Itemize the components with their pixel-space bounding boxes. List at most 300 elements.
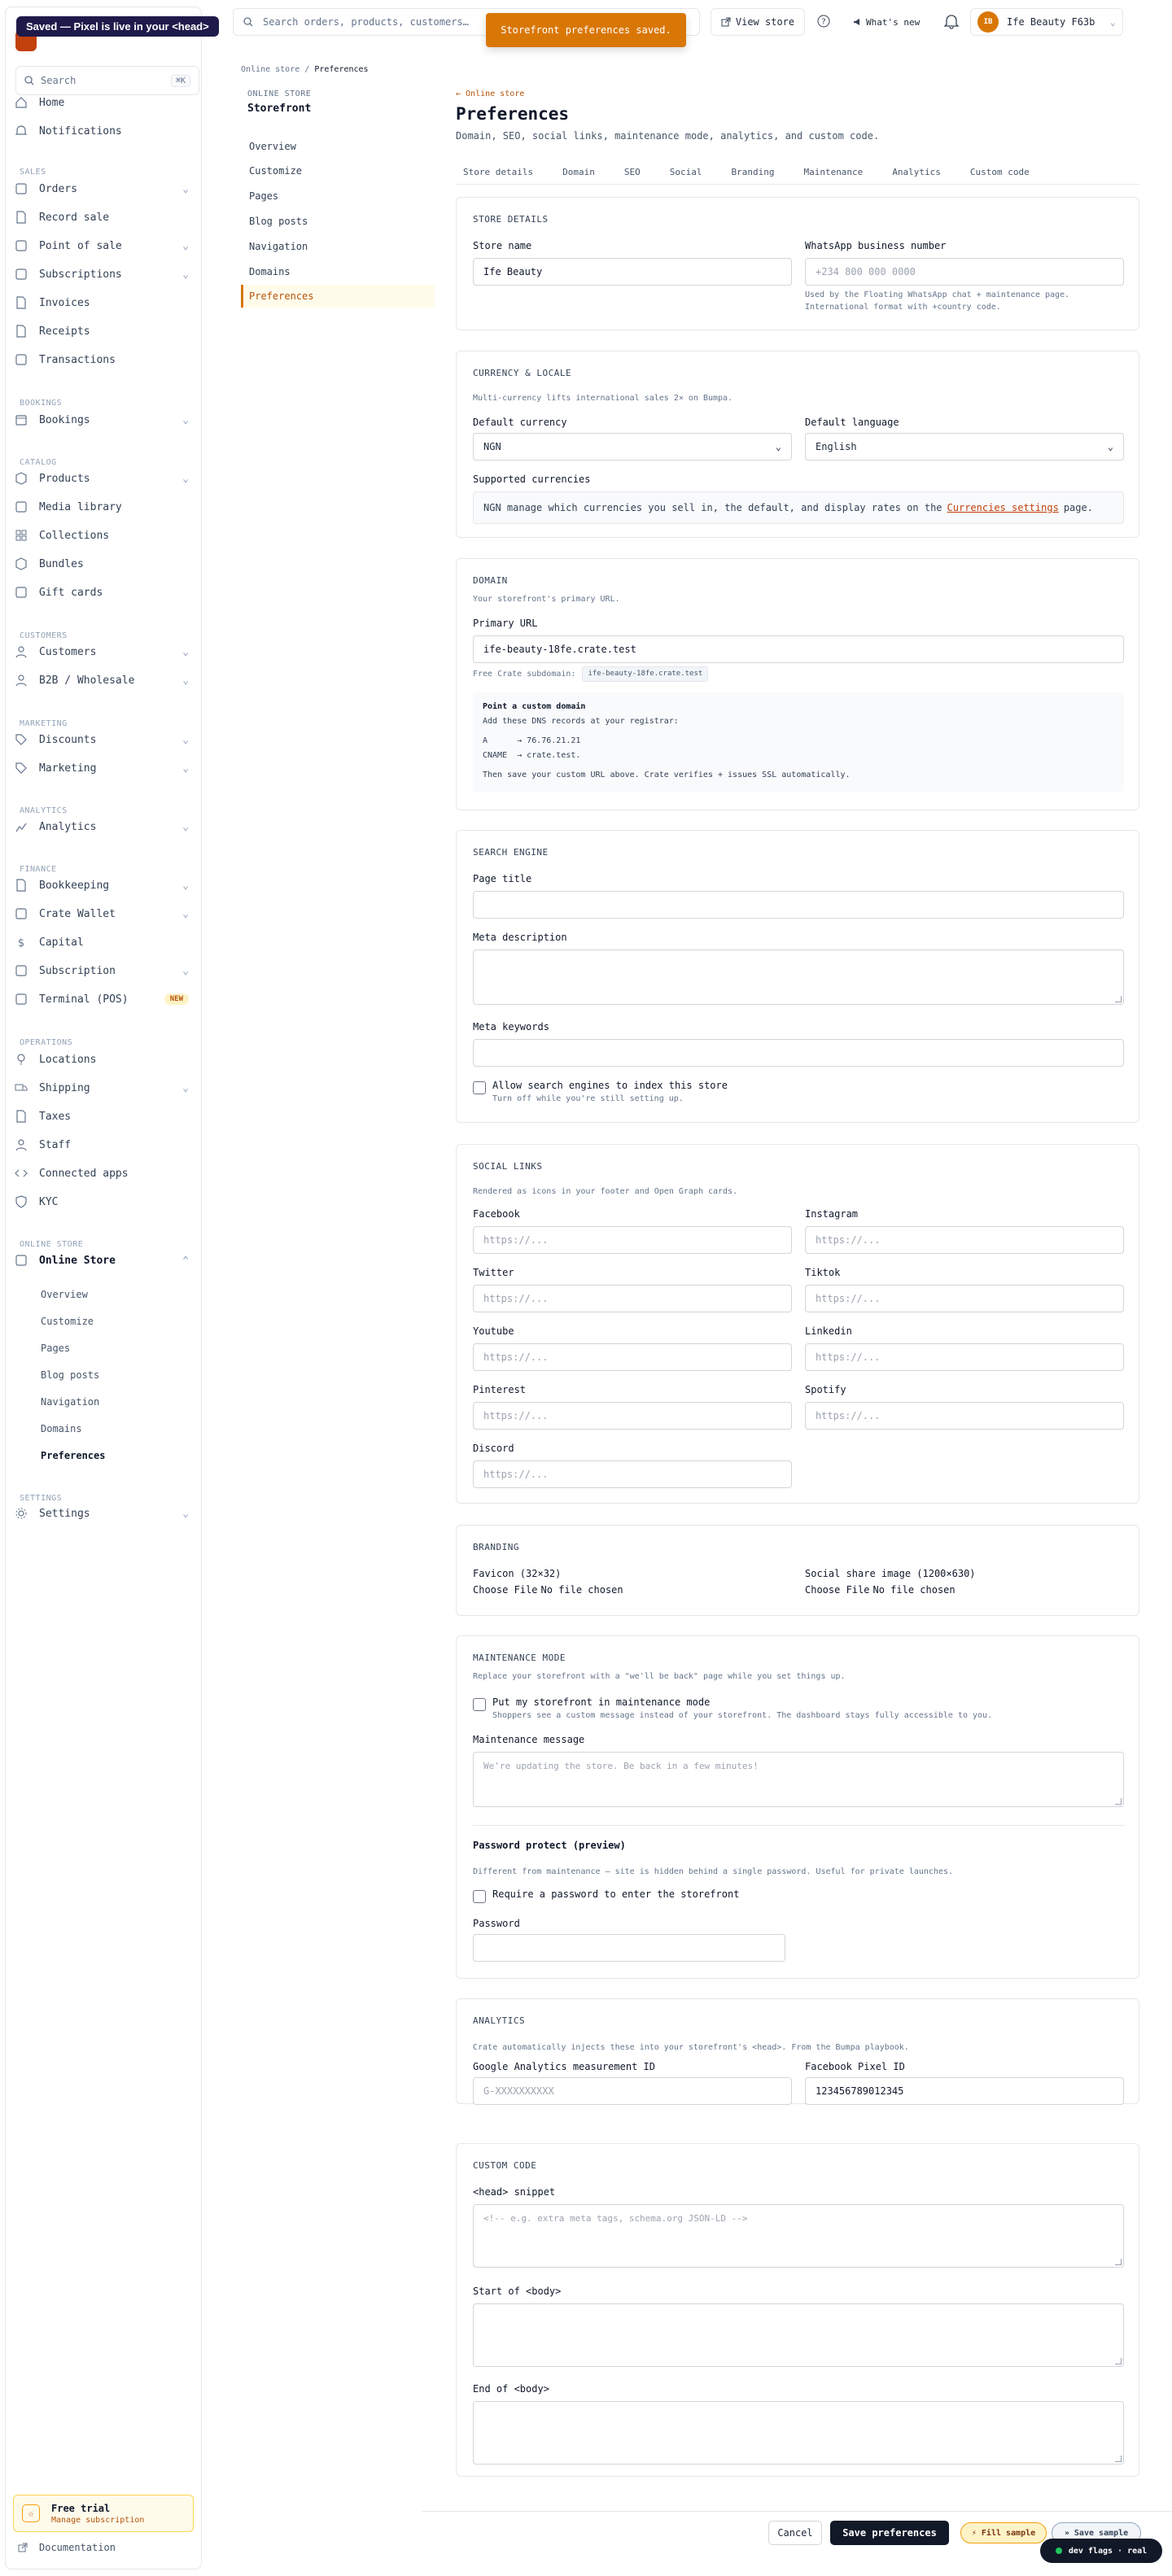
chevron-down-icon: ⌄	[182, 879, 189, 892]
sidebar-item-label: Bookings	[39, 413, 90, 426]
bell-icon[interactable]	[944, 13, 959, 29]
primary-url-input[interactable]: ife-beauty-18fe.crate.test	[473, 635, 1124, 663]
chevron-down-icon: ⌄	[182, 964, 189, 977]
head-snippet-placeholder: <!-- e.g. extra meta tags, schema.org JSON-LD -->	[483, 2213, 748, 2224]
card-title: CURRENCY & LOCALE	[473, 368, 572, 378]
store-name-label: Store name	[473, 240, 532, 251]
search-engine-card	[456, 830, 1139, 1123]
maintenance-card	[456, 1635, 1139, 1979]
tabs-divider	[456, 184, 1139, 185]
document-icon	[15, 296, 28, 309]
sidebar-item-media-library[interactable]	[10, 496, 194, 518]
linkedin-input[interactable]: https://...	[805, 1343, 1124, 1371]
storefront-nav-label: ONLINE STORE	[247, 90, 312, 98]
page-description: Domain, SEO, social links, maintenance mode, analytics, and custom code.	[456, 130, 880, 142]
require-password-checkbox[interactable]	[473, 1890, 486, 1903]
trial-title: Free trial	[51, 2502, 111, 2514]
dns-cname-record: CNAME → crate.test.	[483, 751, 581, 760]
domain-card	[456, 558, 1139, 810]
dev-flags-label: dev flags · real	[1068, 2546, 1148, 2556]
page-title-input[interactable]	[473, 891, 1124, 919]
resize-handle[interactable]	[1115, 2456, 1122, 2462]
head-snippet-textarea[interactable]	[473, 2204, 1124, 2268]
sidebar-item-label: Online Store	[39, 1254, 116, 1267]
sidebar-item-b2b-wholesale[interactable]	[10, 669, 194, 692]
sidebar-section-label: ONLINE STORE	[20, 1240, 84, 1249]
chevron-down-icon: ⌄	[182, 645, 189, 658]
saved-toast: Storefront preferences saved.	[486, 13, 686, 47]
back-to-online-store-link[interactable]: ← Online store	[456, 90, 525, 98]
custom-domain-instructions	[473, 692, 1124, 792]
box-icon	[15, 268, 28, 281]
sidebar-item-crate-wallet[interactable]	[10, 902, 194, 925]
sidebar-item-label: Connected apps	[39, 1167, 129, 1180]
sidebar-subitem-navigation[interactable]: Navigation	[41, 1396, 100, 1408]
sidebar	[5, 7, 202, 2569]
sidebar-section-label: FINANCE	[20, 865, 57, 874]
primary-url-label: Primary URL	[473, 618, 538, 629]
allow-indexing-help: Turn off while you're still setting up.	[492, 1094, 684, 1103]
meta-keywords-input[interactable]	[473, 1039, 1124, 1067]
storefront-nav-overview[interactable]: Overview	[249, 141, 296, 152]
card-subtitle: Replace your storefront with a "we'll be back" page while you set things up.	[473, 1672, 846, 1681]
whats-new-label: What's new	[866, 16, 921, 28]
supported-currencies-label: Supported currencies	[473, 474, 591, 485]
user-icon	[15, 674, 28, 687]
chevron-down-icon: ⌄	[182, 674, 189, 687]
linkedin-label: Linkedin	[805, 1325, 852, 1337]
require-password-label: Require a password to enter the storefront	[492, 1888, 740, 1900]
chevron-down-icon: ⌄	[182, 733, 189, 746]
password-input[interactable]	[473, 1934, 785, 1962]
user-menu[interactable]	[970, 8, 1123, 36]
share-image-file-input[interactable]	[805, 1584, 956, 1596]
calendar-icon	[15, 413, 28, 426]
password-label: Password	[473, 1918, 520, 1929]
sidebar-item-staff[interactable]	[10, 1133, 194, 1156]
instagram-input[interactable]: https://...	[805, 1226, 1124, 1254]
user-icon	[15, 1138, 28, 1151]
box-icon	[15, 964, 28, 977]
sidebar-section-label: SALES	[20, 168, 46, 177]
page-title-label: Page title	[473, 873, 532, 884]
sidebar-item-label: Settings	[39, 1507, 90, 1520]
box-icon	[15, 353, 28, 366]
tab-maintenance[interactable]: Maintenance	[803, 167, 864, 177]
storefront-nav-customize[interactable]: Customize	[249, 165, 303, 177]
sidebar-item-products[interactable]	[10, 467, 194, 490]
sidebar-item-label: Notifications	[39, 124, 122, 138]
sidebar-search-placeholder: Search	[41, 75, 77, 86]
user-name: Ife Beauty F63b	[1007, 16, 1095, 28]
tiktok-label: Tiktok	[805, 1267, 841, 1278]
free-subdomain-label: Free Crate subdomain:	[473, 670, 576, 679]
instagram-label: Instagram	[805, 1208, 859, 1220]
sidebar-item-settings[interactable]	[10, 1502, 194, 1525]
sidebar-item-bundles[interactable]	[10, 552, 194, 575]
chevron-down-icon: ⌄	[182, 1507, 189, 1520]
search-icon	[243, 17, 253, 27]
tag-icon	[15, 762, 28, 775]
store-details-card	[456, 197, 1139, 330]
sidebar-item-locations[interactable]	[10, 1048, 194, 1071]
tab-domain[interactable]: Domain	[562, 167, 595, 177]
meta-description-textarea[interactable]	[473, 950, 1124, 1005]
sidebar-item-label: Gift cards	[39, 586, 103, 599]
sidebar-item-label: Shipping	[39, 1081, 90, 1094]
sidebar-item-gift-cards[interactable]	[10, 581, 194, 604]
custom-domain-subtitle: Add these DNS records at your registrar:	[483, 717, 679, 726]
dev-flags-pill[interactable]	[1040, 2539, 1162, 2563]
sidebar-item-label: Analytics	[39, 820, 97, 833]
sidebar-item-label: Orders	[39, 182, 77, 195]
sidebar-subitem-overview[interactable]: Overview	[41, 1289, 88, 1300]
twitter-label: Twitter	[473, 1267, 514, 1278]
box-icon	[15, 182, 28, 195]
help-icon[interactable]	[817, 15, 830, 28]
twitter-input[interactable]: https://...	[473, 1285, 792, 1312]
social-links-card	[456, 1144, 1139, 1504]
whatsapp-help-line-2: International format with +country code.	[805, 303, 1001, 312]
sidebar-item-kyc[interactable]	[10, 1190, 194, 1213]
sidebar-item-label: Terminal (POS)	[39, 993, 129, 1006]
breadcrumb-current: Preferences	[314, 65, 369, 74]
sidebar-item-bookkeeping[interactable]	[10, 874, 194, 897]
new-badge: NEW	[164, 993, 189, 1005]
sidebar-item-receipts[interactable]	[10, 320, 194, 343]
sidebar-item-label: KYC	[39, 1195, 59, 1208]
custom-domain-title: Point a custom domain	[483, 702, 586, 711]
maintenance-mode-label: Put my storefront in maintenance mode	[492, 1696, 711, 1708]
sidebar-item-label: Taxes	[39, 1110, 72, 1123]
discord-input[interactable]: https://...	[473, 1460, 792, 1488]
code-icon	[15, 1167, 28, 1180]
body-end-label: End of <body>	[473, 2383, 549, 2395]
free-subdomain	[473, 666, 708, 682]
maintenance-mode-checkbox[interactable]	[473, 1698, 486, 1711]
sidebar-item-label: Invoices	[39, 296, 90, 309]
sidebar-item-label: Bookkeeping	[39, 879, 110, 892]
storefront-nav-navigation[interactable]: Navigation	[249, 241, 308, 252]
sidebar-item-connected-apps[interactable]	[10, 1162, 194, 1185]
sidebar-item-label: Subscriptions	[39, 268, 122, 281]
sidebar-item-customers[interactable]	[10, 640, 194, 663]
default-currency-select[interactable]	[473, 433, 792, 461]
external-link-icon	[721, 17, 731, 27]
global-search-placeholder: Search orders, products, customers…	[263, 16, 469, 28]
chart-icon	[15, 820, 28, 833]
default-language-label: Default language	[805, 417, 899, 428]
tiktok-input[interactable]: https://...	[805, 1285, 1124, 1312]
sidebar-item-invoices[interactable]	[10, 291, 194, 314]
cancel-button[interactable]: Cancel	[768, 2521, 822, 2545]
sidebar-item-taxes[interactable]	[10, 1105, 194, 1128]
sidebar-section-label: CATALOG	[20, 458, 57, 467]
breadcrumb-separator: /	[304, 65, 310, 74]
chevron-down-icon: ⌄	[182, 239, 189, 252]
sidebar-item-label: Collections	[39, 529, 110, 542]
fb-pixel-input[interactable]: 123456789012345	[805, 2077, 1124, 2105]
section-tabs	[456, 167, 1037, 177]
allow-indexing-label: Allow search engines to index this store	[492, 1080, 728, 1091]
home-icon	[15, 96, 28, 109]
branding-card	[456, 1525, 1139, 1616]
sidebar-section-label: BOOKINGS	[20, 399, 63, 408]
supported-currencies-text-end: page.	[1063, 502, 1093, 513]
save-preferences-button[interactable]: Save preferences	[830, 2521, 949, 2545]
chevron-down-icon: ⌄	[182, 1081, 189, 1094]
whats-new-button[interactable]	[853, 8, 920, 36]
footer-divider	[422, 2511, 1172, 2512]
head-snippet-label: <head> snippet	[473, 2186, 556, 2198]
storefront-nav-pages[interactable]: Pages	[249, 190, 279, 202]
chevron-down-icon: ⌄	[1109, 16, 1116, 28]
storefront-nav-title: Storefront	[247, 103, 312, 115]
chevron-down-icon: ⌄	[182, 182, 189, 195]
facebook-input[interactable]: https://...	[473, 1226, 792, 1254]
sidebar-item-label: B2B / Wholesale	[39, 674, 135, 687]
storefront-nav-domains[interactable]: Domains	[249, 266, 291, 277]
supported-currencies-text: NGN manage which currencies you sell in, the default, and display rates on the	[483, 502, 942, 513]
sidebar-item-collections[interactable]	[10, 524, 194, 547]
status-dot-icon	[1056, 2548, 1062, 2554]
sidebar-item-discounts[interactable]	[10, 728, 194, 751]
dollar-icon	[15, 936, 28, 949]
chevron-down-icon: ⌄	[775, 441, 781, 452]
sidebar-subitem-blog-posts[interactable]: Blog posts	[41, 1369, 100, 1381]
resize-handle[interactable]	[1115, 2358, 1122, 2364]
choose-file-button[interactable]: Choose File	[805, 1584, 870, 1596]
sidebar-item-label: Customers	[39, 645, 97, 658]
page-title: Preferences	[456, 104, 570, 124]
sidebar-item-label: Receipts	[39, 325, 90, 338]
box-icon	[15, 907, 28, 920]
custom-domain-note: Then save your custom URL above. Crate verifies + issues SSL automatically.	[483, 771, 851, 779]
default-currency-value: NGN	[483, 441, 501, 452]
card-title: SOCIAL LINKS	[473, 1161, 543, 1172]
body-start-label: Start of <body>	[473, 2286, 562, 2297]
star-icon: ☆	[22, 2504, 40, 2522]
box-icon	[15, 239, 28, 252]
card-subtitle: Rendered as icons in your footer and Open Graph cards.	[473, 1187, 738, 1196]
view-store-button[interactable]	[711, 8, 805, 36]
choose-file-button[interactable]: Choose File	[473, 1584, 538, 1596]
shield-icon	[15, 1195, 28, 1208]
tab-custom-code[interactable]: Custom code	[969, 167, 1030, 177]
tab-social[interactable]: Social	[669, 167, 702, 177]
card-title: BRANDING	[473, 1542, 519, 1552]
favicon-file-input[interactable]	[473, 1584, 623, 1596]
currencies-settings-link[interactable]: Currencies settings	[947, 502, 1059, 513]
sidebar-item-label: Marketing	[39, 762, 97, 775]
external-link-icon	[18, 2543, 28, 2552]
card-title: MAINTENANCE MODE	[473, 1653, 566, 1663]
grid-icon	[15, 529, 28, 542]
tab-store-details[interactable]: Store details	[463, 167, 534, 177]
document-icon	[15, 1110, 28, 1123]
whatsapp-label: WhatsApp business number	[805, 240, 947, 251]
share-image-label: Social share image (1200×630)	[805, 1568, 976, 1579]
tab-branding[interactable]: Branding	[731, 167, 775, 177]
default-language-value: English	[816, 441, 857, 452]
maintenance-mode-help: Shoppers see a custom message instead of your storefront. The dashboard stays fully accessible to you.	[492, 1711, 993, 1720]
youtube-label: Youtube	[473, 1325, 514, 1337]
sidebar-section-label: MARKETING	[20, 719, 68, 728]
tag-icon	[15, 733, 28, 746]
no-file-text: No file chosen	[872, 1584, 956, 1596]
megaphone-icon	[853, 18, 861, 26]
view-store-label: View store	[735, 16, 795, 28]
cube-icon	[15, 472, 28, 485]
default-language-select[interactable]	[805, 433, 1124, 461]
sidebar-item-point-of-sale[interactable]	[10, 234, 194, 257]
spotify-label: Spotify	[805, 1384, 846, 1395]
document-icon	[15, 879, 28, 892]
youtube-input[interactable]: https://...	[473, 1343, 792, 1371]
meta-keywords-label: Meta keywords	[473, 1021, 549, 1033]
sidebar-item-online-store[interactable]	[10, 1249, 194, 1272]
shortcut-badge: ⌘K	[171, 75, 190, 87]
password-protect-title: Password protect (preview)	[473, 1840, 626, 1851]
sidebar-item-label: Subscription	[39, 964, 116, 977]
storefront-nav-blog-posts[interactable]: Blog posts	[249, 216, 308, 227]
spotify-input[interactable]: https://...	[805, 1402, 1124, 1430]
body-start-textarea[interactable]	[473, 2303, 1124, 2367]
sidebar-item-label: Point of sale	[39, 239, 122, 252]
sidebar-item-analytics[interactable]	[10, 815, 194, 838]
documentation-label: Documentation	[39, 2542, 116, 2553]
sidebar-item-notifications[interactable]	[10, 120, 194, 142]
tab-seo[interactable]: SEO	[623, 167, 641, 177]
sidebar-section-label: ANALYTICS	[20, 806, 68, 815]
resize-handle[interactable]	[1115, 2259, 1122, 2265]
card-subtitle: Crate automatically injects these into your storefront's <head>. From the Bumpa playbook.	[473, 2043, 909, 2052]
gear-icon	[15, 1507, 28, 1520]
free-trial-card[interactable]	[13, 2495, 194, 2532]
sidebar-item-transactions[interactable]	[10, 348, 194, 371]
storefront-nav-preferences[interactable]: Preferences	[241, 285, 435, 308]
bell-icon	[15, 124, 28, 138]
truck-icon	[15, 1081, 28, 1094]
sidebar-item-label: Staff	[39, 1138, 72, 1151]
sidebar-item-home[interactable]	[10, 91, 194, 114]
sidebar-item-terminal-pos[interactable]	[10, 988, 194, 1011]
cube-icon	[15, 557, 28, 570]
maintenance-message-label: Maintenance message	[473, 1734, 585, 1745]
sidebar-item-label: Bundles	[39, 557, 84, 570]
chevron-down-icon: ⌄	[182, 413, 189, 426]
facebook-label: Facebook	[473, 1208, 520, 1220]
maintenance-message-placeholder: We're updating the store. Be back in a few minutes!	[483, 1761, 759, 1771]
document-icon	[15, 325, 28, 338]
card-title: STORE DETAILS	[473, 214, 549, 225]
chevron-down-icon: ⌄	[182, 907, 189, 920]
ga-id-label: Google Analytics measurement ID	[473, 2061, 655, 2072]
analytics-card	[456, 1998, 1139, 2104]
fill-sample-button[interactable]: ⚡ Fill sample	[960, 2522, 1047, 2543]
sidebar-item-marketing[interactable]	[10, 757, 194, 779]
sidebar-item-shipping[interactable]	[10, 1076, 194, 1099]
whatsapp-help-line-1: Used by the Floating WhatsApp chat + maintenance page.	[805, 290, 1070, 299]
default-currency-label: Default currency	[473, 417, 567, 428]
maintenance-message-textarea[interactable]	[473, 1752, 1124, 1807]
sidebar-section-label: OPERATIONS	[20, 1038, 73, 1047]
sidebar-item-orders[interactable]	[10, 177, 194, 200]
avatar: IB	[977, 11, 999, 33]
document-icon	[15, 211, 28, 224]
sidebar-item-capital[interactable]	[10, 931, 194, 954]
box-icon	[15, 993, 28, 1006]
store-name-input[interactable]: Ife Beauty	[473, 258, 792, 286]
discord-label: Discord	[473, 1443, 514, 1454]
sidebar-item-subscription[interactable]	[10, 959, 194, 982]
card-title: CUSTOM CODE	[473, 2160, 537, 2171]
resize-handle[interactable]	[1115, 996, 1122, 1002]
svg-text:$: $	[17, 937, 25, 949]
no-file-text: No file chosen	[540, 1584, 623, 1596]
sidebar-item-record-sale[interactable]	[10, 206, 194, 229]
sidebar-item-label: Crate Wallet	[39, 907, 116, 920]
sidebar-subitem-pages[interactable]: Pages	[41, 1343, 71, 1354]
sidebar-item-label: Discounts	[39, 733, 97, 746]
sidebar-section-label: CUSTOMERS	[20, 631, 68, 640]
sidebar-item-bookings[interactable]	[10, 408, 194, 431]
meta-description-label: Meta description	[473, 932, 567, 943]
chevron-up-icon: ⌃	[182, 1254, 189, 1267]
whatsapp-help	[805, 289, 1069, 313]
save-sample-button[interactable]: » Save sample	[1052, 2522, 1141, 2543]
sidebar-section-label: SETTINGS	[20, 1494, 63, 1503]
breadcrumb	[241, 65, 369, 74]
divider	[473, 1825, 1124, 1826]
whatsapp-input[interactable]: +234 800 000 0000	[805, 258, 1124, 286]
documentation-link[interactable]	[18, 2542, 116, 2553]
sidebar-item-label: Products	[39, 472, 90, 485]
box-icon	[15, 1254, 28, 1267]
pixel-live-toast: Saved — Pixel is live in your <head>	[16, 16, 219, 37]
chevron-down-icon: ⌄	[182, 820, 189, 833]
favicon-label: Favicon (32×32)	[473, 1568, 562, 1579]
search-icon	[24, 76, 34, 85]
user-icon	[15, 645, 28, 658]
manage-subscription-link[interactable]: Manage subscription	[51, 2515, 145, 2525]
chevron-down-icon: ⌄	[182, 762, 189, 775]
sidebar-subitem-customize[interactable]: Customize	[41, 1316, 94, 1327]
allow-indexing-checkbox[interactable]	[473, 1081, 486, 1094]
ga-id-input[interactable]: G-XXXXXXXXXX	[473, 2077, 792, 2105]
resize-handle[interactable]	[1115, 1798, 1122, 1805]
card-title: SEARCH ENGINE	[473, 847, 549, 858]
sidebar-item-label: Media library	[39, 500, 122, 513]
sidebar-item-label: Capital	[39, 936, 84, 949]
location-pin-icon	[15, 1053, 28, 1066]
sidebar-item-subscriptions[interactable]	[10, 263, 194, 286]
sidebar-subitem-domains[interactable]: Domains	[41, 1423, 82, 1434]
pinterest-input[interactable]: https://...	[473, 1402, 792, 1430]
fb-pixel-label: Facebook Pixel ID	[805, 2061, 905, 2072]
pinterest-label: Pinterest	[473, 1384, 527, 1395]
body-end-textarea[interactable]	[473, 2401, 1124, 2465]
sidebar-item-label: Record sale	[39, 211, 110, 224]
sidebar-item-label: Home	[39, 96, 65, 109]
sidebar-item-label: Transactions	[39, 353, 116, 366]
breadcrumb-parent[interactable]: Online store	[241, 65, 300, 74]
tab-analytics[interactable]: Analytics	[892, 167, 941, 177]
card-title: ANALYTICS	[473, 2015, 526, 2026]
sidebar-item-label: Locations	[39, 1053, 97, 1066]
sidebar-subitem-preferences[interactable]: Preferences	[41, 1450, 106, 1461]
currency-card	[456, 351, 1139, 538]
